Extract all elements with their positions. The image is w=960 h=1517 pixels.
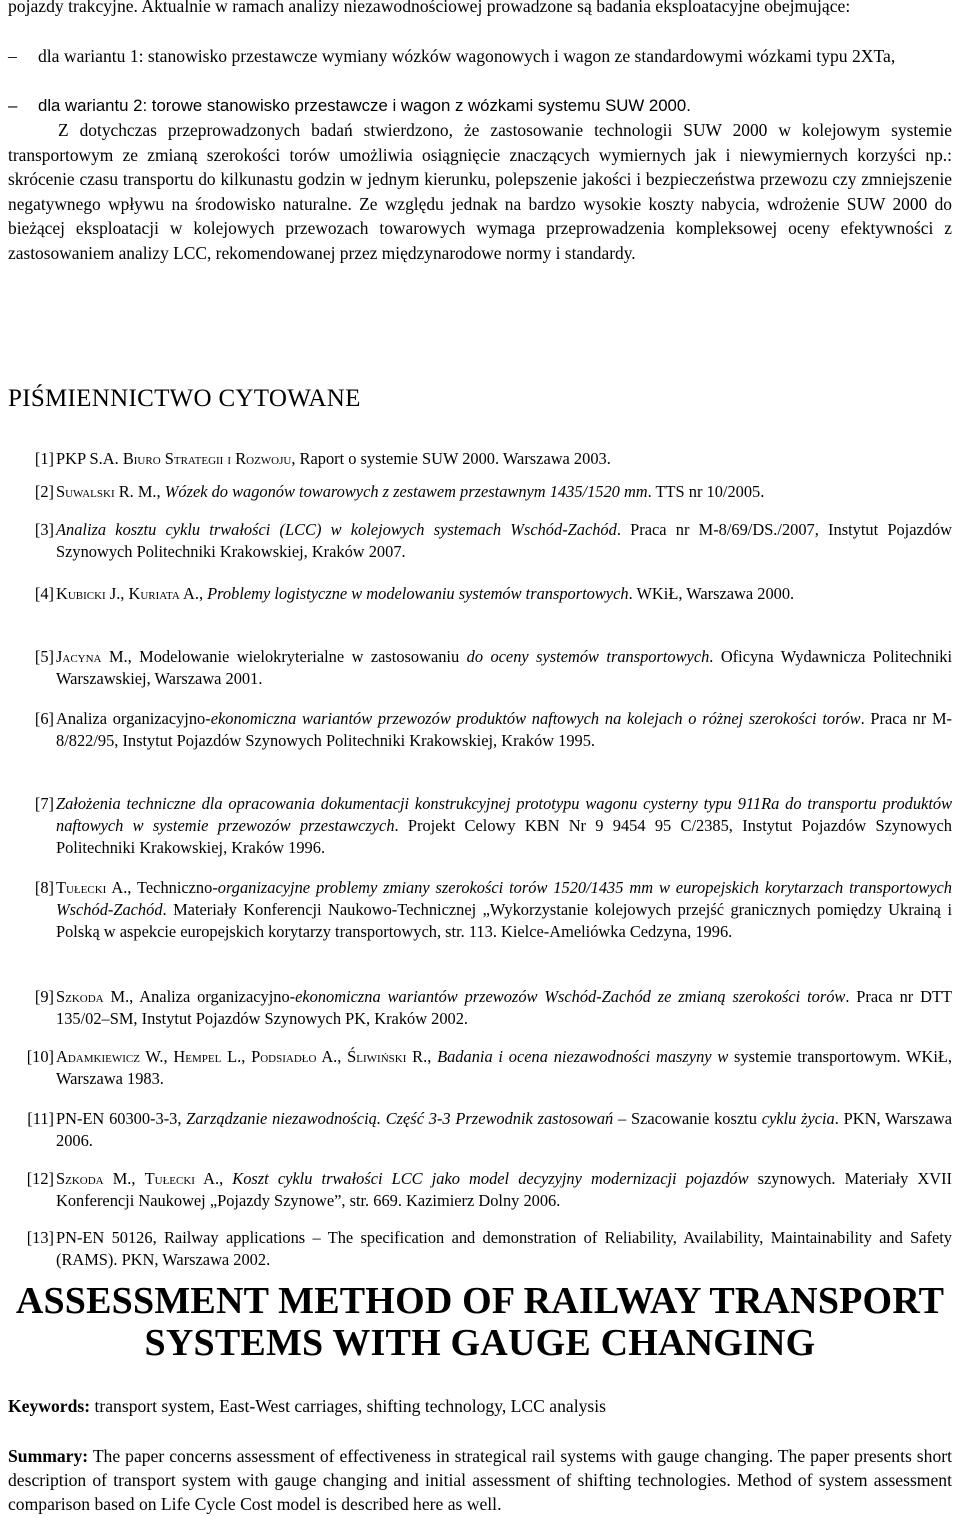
reference-number: [8] [34, 878, 54, 897]
list-item-text: dla wariantu 1: stanowisko przestawcze wymiany wózków wagonowych i wagon ze standardowymi wózkami typu 2XTa, [38, 46, 896, 66]
english-title: ASSESSMENT METHOD OF RAILWAY TRANSPORT SYSTEMS WITH GAUGE CHANGING [15, 1280, 945, 1364]
reference-segment: , Raport o systemie SUW 2000. Warszawa 2003. [291, 449, 611, 468]
reference-number: [4] [34, 584, 54, 603]
reference-title: Koszt cyklu trwałości LCC jako model decyzyjny modernizacji pojazdów [232, 1169, 749, 1188]
reference-segment: . Materiały Konferencji Naukowo-Technicznej „Wykorzystanie kolejowych przejść granicznych pomiędzy Ukrainą i Polską w aspekcie europejskich korytarzy transportowych, str. 113. Kielce-Ameliówka Cedzyna, 1996. [56, 900, 952, 941]
reference-title: do oceny systemów transportowych [466, 647, 710, 666]
reference-segment: PN-EN 50126, Railway applications – The specification and demonstration of Reliability, Availability, Maintainability and Safety (RAMS). PKN, Warszawa 2002. [56, 1228, 952, 1269]
reference-segment: . Praca nr M-8/69/DS./2007, Instytut Pojazdów Szynowych Politechniki Krakowskiej, Kraków 2007. [56, 520, 952, 561]
reference-text [56, 646, 952, 690]
reference-title: ekonomiczna wariantów przewozów Wschód-Zachód ze zmianą szerokości torów [295, 987, 846, 1006]
reference-segment: systemie transportowym. WKiŁ, Warszawa 1983. [56, 1047, 953, 1088]
reference-author: Suwalski [56, 482, 115, 501]
reference-item [8, 1227, 952, 1271]
reference-text [56, 481, 952, 503]
reference-title: Założenia techniczne dla opracowania dokumentacji konstrukcyjnej prototypu wagonu cysterny typu 911Ra do transportu produktów naftowych w systemie przewozów przestawczych [56, 794, 952, 835]
body-paragraph [8, 118, 952, 266]
reference-text [56, 1046, 952, 1090]
reference-item [8, 519, 952, 563]
reference-segment: . WKiŁ, Warszawa 2000. [628, 584, 795, 603]
reference-number: [3] [34, 520, 54, 539]
reference-segment: M., [103, 1169, 145, 1188]
reference-text [56, 1168, 952, 1212]
dash-bullet: – [8, 96, 18, 115]
reference-text [56, 519, 952, 563]
reference-segment: . Praca nr DTT 135/02–SM, Instytut Pojazdów Szynowych PK, Kraków 2002. [56, 987, 952, 1028]
reference-item [8, 448, 952, 470]
list-item [8, 94, 952, 118]
reference-item [8, 1046, 952, 1090]
reference-author: Jacyna [56, 647, 102, 666]
reference-item [8, 583, 952, 605]
reference-segment: A., [179, 584, 208, 603]
reference-segment: W., [139, 1047, 174, 1066]
reference-segment: M., Analiza organizacyjno- [103, 987, 296, 1006]
reference-segment: PN-EN 60300-3-3, [56, 1109, 187, 1128]
reference-author: Tułecki [56, 878, 107, 897]
reference-item [8, 986, 952, 1030]
reference-title: Problemy logistyczne w modelowaniu systemów transportowych [207, 584, 629, 603]
reference-author: Kuriata [128, 584, 180, 603]
keywords-text: transport system, East-West carriages, shifting technology, LCC analysis [90, 1396, 606, 1416]
reference-segment: J., [105, 584, 129, 603]
reference-text [56, 1227, 952, 1271]
reference-segment: . Projekt Celowy KBN Nr 9 9454 95 C/2385, Instytut Pojazdów Szynowych Politechniki Krakowskiej, Kraków 1996. [56, 816, 952, 857]
reference-item [8, 646, 952, 690]
reference-segment: . Praca nr M-8/822/95, Instytut Pojazdów Szynowych Politechniki Krakowskiej, Kraków 1995. [56, 709, 953, 750]
reference-segment: L., [221, 1047, 252, 1066]
reference-title: ekonomiczna wariantów przewozów produktów naftowych na kolejach o różnej szerokości torów [210, 709, 861, 728]
reference-author: Tułecki [144, 1169, 195, 1188]
dash-bullet: – [8, 46, 17, 66]
reference-number: [2] [34, 482, 54, 501]
body-text: Z dotychczas przeprowadzonych badań stwierdzono, że zastosowanie technologii SUW 2000 w kolejowym systemie transportowym ze zmianą szerokości torów umożliwia osiągnięcie znaczących wymiernych jak i niewymiernych korzyści np.: skrócenie czasu transportu do kilkunastu godzin w jednym kierunku, polepszenie jakości i bezpieczeństwa przewozu czy zmniejszenie negatywnego wpływu na środowisko naturalne. Ze względu jednak na bardzo wysokie koszty nabycia, wdrożenie SUW 2000 do bieżącej eksploatacji w kolejowych przewozach towarowych wymaga przeprowadzenia kompleksowej oceny efektywności z zastosowaniem analizy LCC, rekomendowanej przez międzynarodowe normy i standardy. [8, 120, 952, 263]
reference-number: [13] [26, 1228, 54, 1247]
reference-segment: PKP S.A. [56, 449, 123, 468]
intro-text: pojazdy trakcyjne. Aktualnie w ramach analizy niezawodnościowej prowadzone są badania eksploatacyjne obejmujące: [8, 0, 851, 16]
reference-segment: M., Modelowanie wielokryterialne w zastosowaniu [101, 647, 467, 666]
reference-item [8, 793, 952, 859]
references-heading: PIŚMIENNICTWO CYTOWANE [8, 385, 361, 412]
reference-segment: . Oficyna Wydawnicza Politechniki Warszawskiej, Warszawa 2001. [56, 647, 953, 688]
keywords-label: Keywords: [8, 1396, 91, 1416]
reference-number: [5] [34, 647, 54, 666]
reference-text [56, 877, 952, 943]
reference-segment: R., [406, 1047, 438, 1066]
reference-title: Zarządzanie niezawodnością. Część 3-3 Przewodnik zastosowań [186, 1109, 614, 1128]
summary-paragraph [8, 1444, 952, 1517]
reference-text [56, 1108, 952, 1152]
reference-author: Szkoda [56, 1169, 104, 1188]
reference-segment: A., [194, 1169, 233, 1188]
reference-title: Badania i ocena niezawodności maszyny w [437, 1047, 729, 1066]
reference-item [8, 877, 952, 943]
reference-text [56, 708, 952, 752]
reference-number: [11] [27, 1109, 54, 1128]
reference-segment: R. M., [114, 482, 165, 501]
reference-item [8, 1108, 952, 1152]
reference-number: [7] [34, 794, 54, 813]
intro-paragraph [8, 0, 952, 18]
reference-author: Kubicki [56, 584, 106, 603]
reference-title: Analiza kosztu cyklu trwałości (LCC) w kolejowych systemach Wschód-Zachód [56, 520, 617, 539]
reference-number: [1] [34, 449, 54, 468]
reference-number: [6] [34, 709, 54, 728]
reference-number: [9] [34, 987, 54, 1006]
reference-title: Wózek do wagonów towarowych z zestawem przestawnym 1435/1520 mm [164, 482, 648, 501]
reference-text [56, 793, 952, 859]
list-item-text: dla wariantu 2: torowe stanowisko przestawcze i wagon z wózkami systemu SUW 2000. [38, 96, 691, 115]
reference-segment: . PKN, Warszawa 2006. [56, 1109, 952, 1150]
reference-author: Hempel [173, 1047, 222, 1066]
reference-title: organizacyjne problemy zmiany szerokości torów 1520/1435 mm w europejskich korytarzach transportowych Wschód-Zachód [56, 878, 952, 919]
reference-author: Adamkiewicz [56, 1047, 140, 1066]
reference-item [8, 481, 952, 503]
reference-segment: . TTS nr 10/2005. [647, 482, 765, 501]
summary-text: The paper concerns assessment of effectiveness in strategical rail systems with gauge changing. The paper presents short description of transport system with gauge changing and initial assessment of shifting technologies. Method of system assessment comparison based on Life Cycle Cost model is described here as well. [8, 1446, 952, 1515]
keywords-line [8, 1394, 952, 1418]
reference-segment: Analiza organizacyjno- [56, 709, 211, 728]
reference-text [56, 986, 952, 1030]
reference-item [8, 708, 952, 752]
reference-segment: – Szacowanie kosztu [613, 1109, 762, 1128]
reference-author: Szkoda [56, 987, 104, 1006]
reference-number: [10] [26, 1047, 54, 1066]
list-item [8, 44, 952, 68]
reference-item [8, 1168, 952, 1212]
reference-number: [12] [26, 1169, 54, 1188]
reference-segment: A., [316, 1047, 348, 1066]
reference-segment: szynowych. Materiały XVII Konferencji Naukowej „Pojazdy Szynowe”, str. 669. Kazimierz Dolny 2006. [56, 1169, 953, 1210]
summary-label: Summary: [8, 1446, 89, 1466]
reference-text [56, 448, 952, 470]
reference-author: Śliwiński [347, 1047, 407, 1066]
reference-author: Biuro Strategii i Rozwoju [122, 449, 292, 468]
reference-text [56, 583, 952, 605]
reference-author: Podsiadło [251, 1047, 317, 1066]
reference-segment: A., Techniczno- [106, 878, 218, 897]
reference-title: cyklu życia [761, 1109, 835, 1128]
